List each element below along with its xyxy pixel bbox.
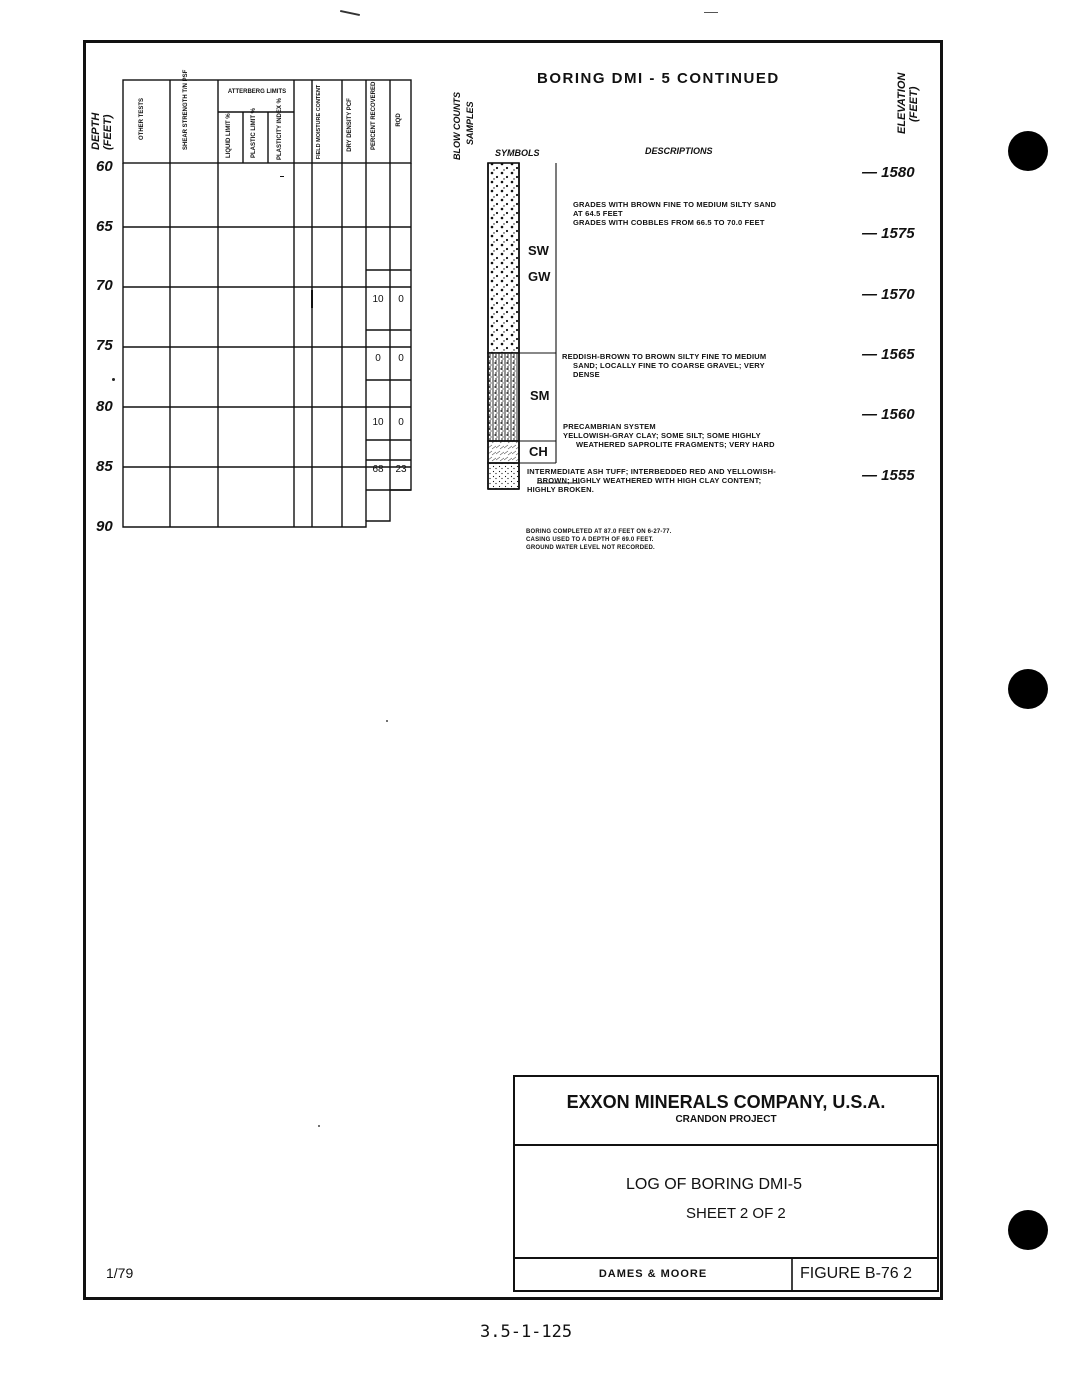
depth-tick-60: 60 bbox=[96, 158, 113, 175]
header-plasticity-index: PLASTICITY INDEX % bbox=[277, 98, 283, 160]
page-number: 3.5-1-125 bbox=[480, 1322, 573, 1342]
symbol-sw: SW bbox=[528, 243, 549, 258]
log-title: LOG OF BORING DMI-5 bbox=[626, 1176, 803, 1193]
depth-tick-80: 80 bbox=[96, 398, 113, 415]
boring-title: BORING DMI - 5 CONTINUED bbox=[537, 70, 780, 87]
symbol-gw: GW bbox=[528, 269, 551, 284]
figure-number: FIGURE B-76 2 bbox=[800, 1265, 913, 1282]
company-name: EXXON MINERALS COMPANY, U.S.A. bbox=[566, 1092, 886, 1112]
core-recovered-4: 68 bbox=[372, 464, 384, 475]
depth-tick-65: 65 bbox=[96, 218, 113, 235]
core-recovered-3: 10 bbox=[372, 417, 384, 428]
core-rqd-1: 0 bbox=[398, 294, 404, 305]
depth-axis-label: DEPTH bbox=[90, 112, 102, 150]
elevation-tick-1570: — 1570 bbox=[862, 286, 915, 303]
core-recovered-1: 10 bbox=[372, 294, 384, 305]
symbols-column-label: SYMBOLS bbox=[495, 148, 540, 158]
depth-tick-85: 85 bbox=[96, 458, 113, 475]
description-sand-grades: GRADES WITH BROWN FINE TO MEDIUM SILTY SAND AT 64.5 FEET GRADES WITH COBBLES FROM 66.5 TO 70.0 FEET bbox=[573, 200, 777, 227]
core-rqd-3: 0 bbox=[398, 417, 404, 428]
drawing-date: 1/79 bbox=[106, 1265, 134, 1281]
project-name: CRANDON PROJECT bbox=[675, 1114, 777, 1125]
depth-tick-75: 75 bbox=[96, 337, 113, 354]
samples-label: SAMPLES bbox=[465, 101, 475, 145]
header-shear-strength: SHEAR STRENGTH T/N PSF bbox=[183, 69, 189, 150]
description-silty-sand: REDDISH-BROWN TO BROWN SILTY FINE TO MEDIUM SAND; LOCALLY FINE TO COARSE GRAVEL; VERY DENSE bbox=[562, 352, 767, 379]
boring-notes: BORING COMPLETED AT 87.0 FEET ON 6-27-77. CASING USED TO A DEPTH OF 69.0 FEET. GROUND WATER LEVEL NOT RECORDED. bbox=[526, 529, 672, 551]
elevation-axis-unit: (FEET) bbox=[908, 86, 920, 122]
elevation-tick-1575: — 1575 bbox=[862, 225, 915, 242]
header-atterberg-limits: ATTERBERG LIMITS bbox=[227, 89, 287, 95]
depth-tick-70: 70 bbox=[96, 277, 113, 294]
header-dry-density: DRY DENSITY PCF bbox=[347, 98, 353, 152]
sheet-number: SHEET 2 OF 2 bbox=[686, 1205, 786, 1222]
header-liquid-limit: LIQUID LIMIT % bbox=[226, 113, 232, 158]
elevation-axis-label: ELEVATION bbox=[896, 72, 908, 134]
elevation-tick-1555: — 1555 bbox=[862, 467, 915, 484]
elevation-tick-1560: — 1560 bbox=[862, 406, 915, 423]
descriptions-column-label: DESCRIPTIONS bbox=[645, 146, 713, 156]
depth-axis-unit: (FEET) bbox=[102, 114, 114, 150]
elevation-tick-1565: — 1565 bbox=[862, 346, 915, 363]
core-recovered-2: 0 bbox=[375, 353, 381, 364]
header-other-tests: OTHER TESTS bbox=[139, 97, 145, 140]
depth-tick-90: 90 bbox=[96, 518, 113, 535]
symbol-sm: SM bbox=[530, 388, 550, 403]
firm-name: DAMES & MOORE bbox=[598, 1268, 708, 1280]
header-percent-recovered: PERCENT RECOVERED bbox=[371, 81, 377, 150]
core-rqd-2: 0 bbox=[398, 353, 404, 364]
description-ash-tuff: INTERMEDIATE ASH TUFF; INTERBEDDED RED AND YELLOWISH- BROWN; HIGHLY WEATHERED WITH HIGH CLAY CONTENT; HIGHLY BROKEN. bbox=[527, 467, 776, 494]
elevation-tick-1580: — 1580 bbox=[862, 164, 915, 181]
description-clay: PRECAMBRIAN SYSTEM YELLOWISH-GRAY CLAY; SOME SILT; SOME HIGHLY WEATHERED SAPROLITE FRAGMENTS; VERY HARD bbox=[563, 422, 775, 449]
header-rqd: RQD bbox=[396, 113, 402, 127]
header-plastic-limit: PLASTIC LIMIT % bbox=[251, 108, 257, 158]
blow-counts-label: BLOW COUNTS bbox=[452, 92, 462, 160]
symbol-ch: CH bbox=[529, 444, 548, 459]
scan-mark bbox=[704, 12, 718, 13]
header-field-moisture: FIELD MOISTURE CONTENT bbox=[316, 84, 322, 160]
core-rqd-4: 23 bbox=[395, 464, 407, 475]
